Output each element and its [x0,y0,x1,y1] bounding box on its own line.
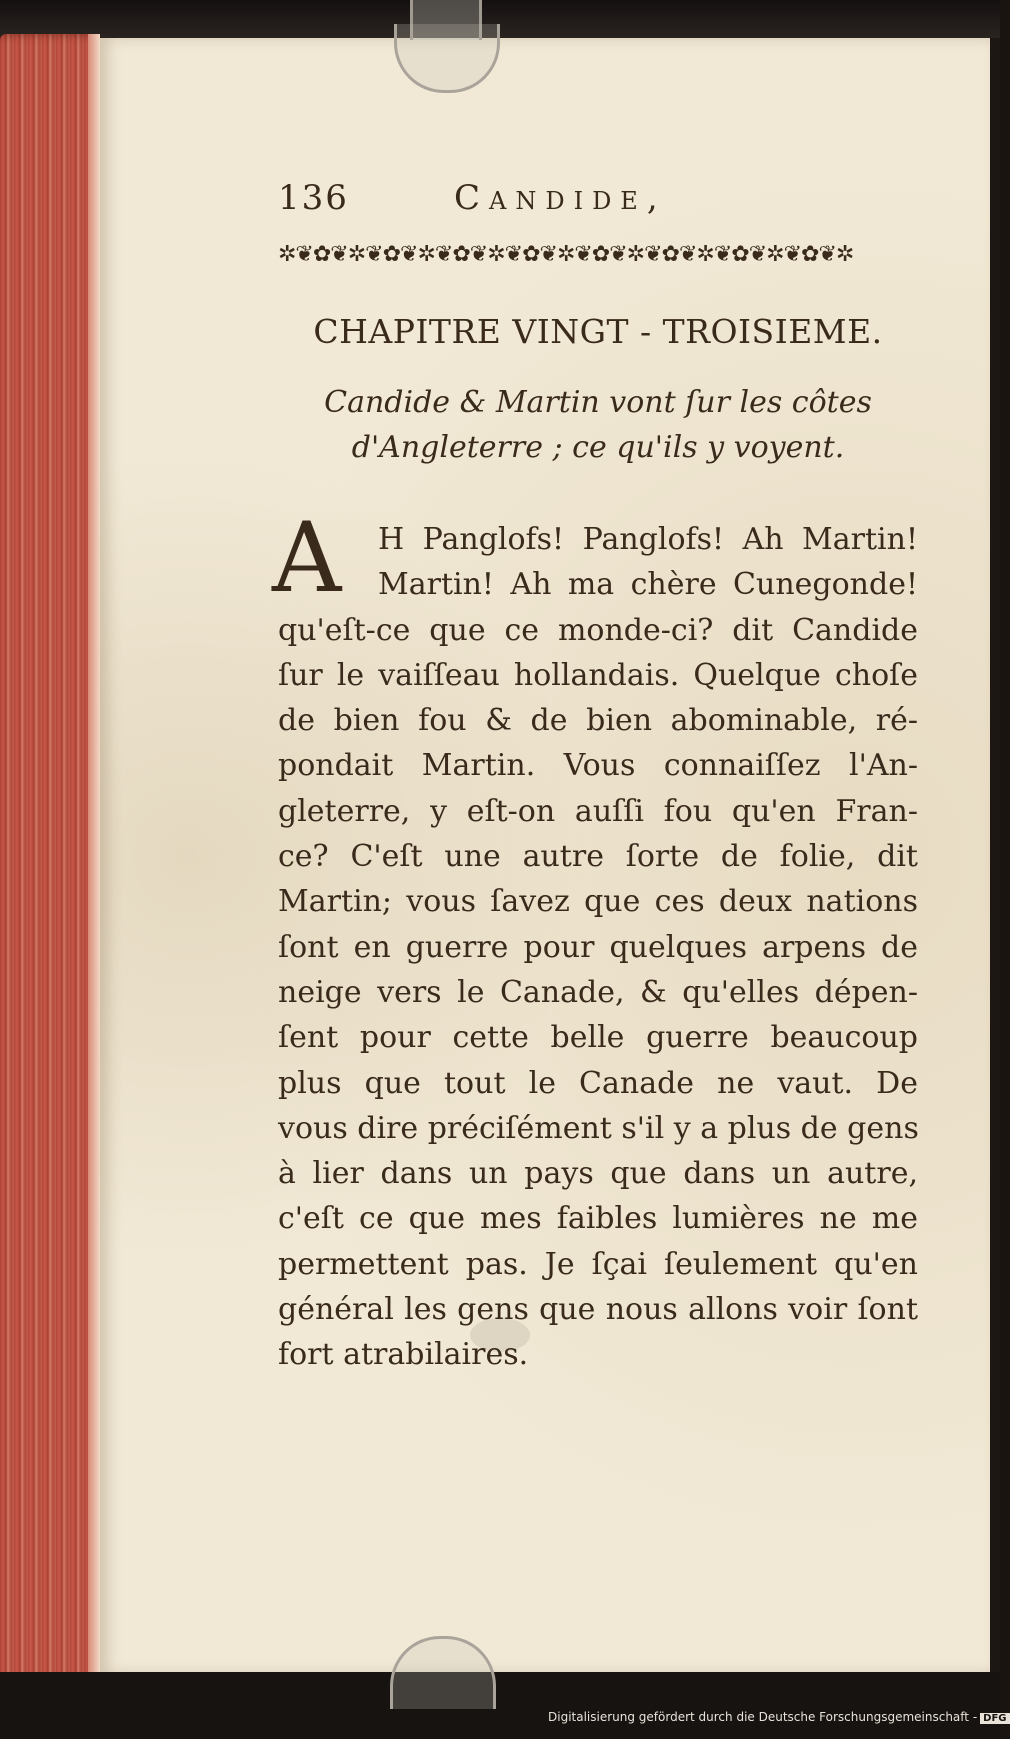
text-line: permettent pas. Je ſçai ſeulement qu'en [278,1246,918,1282]
text-line: ſur le vaiſſeau hollandais. Quelque choſe [278,657,918,693]
text-line: vous dire préciſément s'il y a plus de gens [278,1110,919,1146]
text-line: c'eſt ce que mes faibles lumières ne me [278,1201,918,1237]
text-line: général les gens que nous allons voir ſont [278,1292,918,1328]
scan-bottom-border [0,1672,1000,1739]
text-line: de bien fou & de bien abominable, ré- [278,703,918,739]
scan-top-border [0,0,1000,38]
text-line: ce? C'eſt une autre ſorte de folie, dit [278,839,918,875]
digitization-credit [548,1710,1007,1724]
running-head [278,178,918,226]
text-line: fort atrabilaires. [278,1337,529,1373]
running-title: Candide, [454,178,667,218]
page-edges [0,34,100,1684]
text-line: à lier dans un pays que dans un autre, [278,1156,918,1192]
credit-text: Digitalisierung gefördert durch die Deutsche Forschungsgemeinschaft - [548,1710,978,1724]
chapter-summary: Candide & Martin vont ſur les côtes d'Angleterre ; ce qu'ils y voyent. [324,385,872,465]
text-line: Martin; vous ſavez que ces deux nations [278,884,918,920]
text-line: H Panglofs! Panglofs! Ah Martin! [378,522,918,557]
text-line: neige vers le Canade, & qu'elles dépen- [278,974,918,1010]
ornamental-rule: ✲❦✿❦✲❦✿❦✲❦✿❦✲❦✿❦✲❦✿❦✲❦✿❦✲❦✿❦✲❦✿❦✲ [278,242,854,267]
drop-cap: A [272,502,342,614]
body-text [272,502,919,1378]
chapter-title: CHAPITRE VINGT - TROISIEME. [313,312,883,351]
page-number: 136 [278,178,349,218]
dfg-logo: DFG [980,1713,1009,1724]
text-line: ſent pour cette belle guerre beaucoup [278,1020,918,1056]
text-line: Martin! Ah ma chère Cunegonde! [378,567,918,603]
text-line: pondait Martin. Vous connaiſſez l'An- [278,748,918,784]
text-line: qu'eſt-ce que ce monde-ci? dit Candide [278,612,918,648]
text-line: ſont en guerre pour quelques arpens de [278,929,918,965]
text-line: plus que tout le Canade ne vaut. De [278,1065,918,1101]
text-line: gleterre, y eſt-on auſſi fou qu'en Fran- [278,793,918,829]
